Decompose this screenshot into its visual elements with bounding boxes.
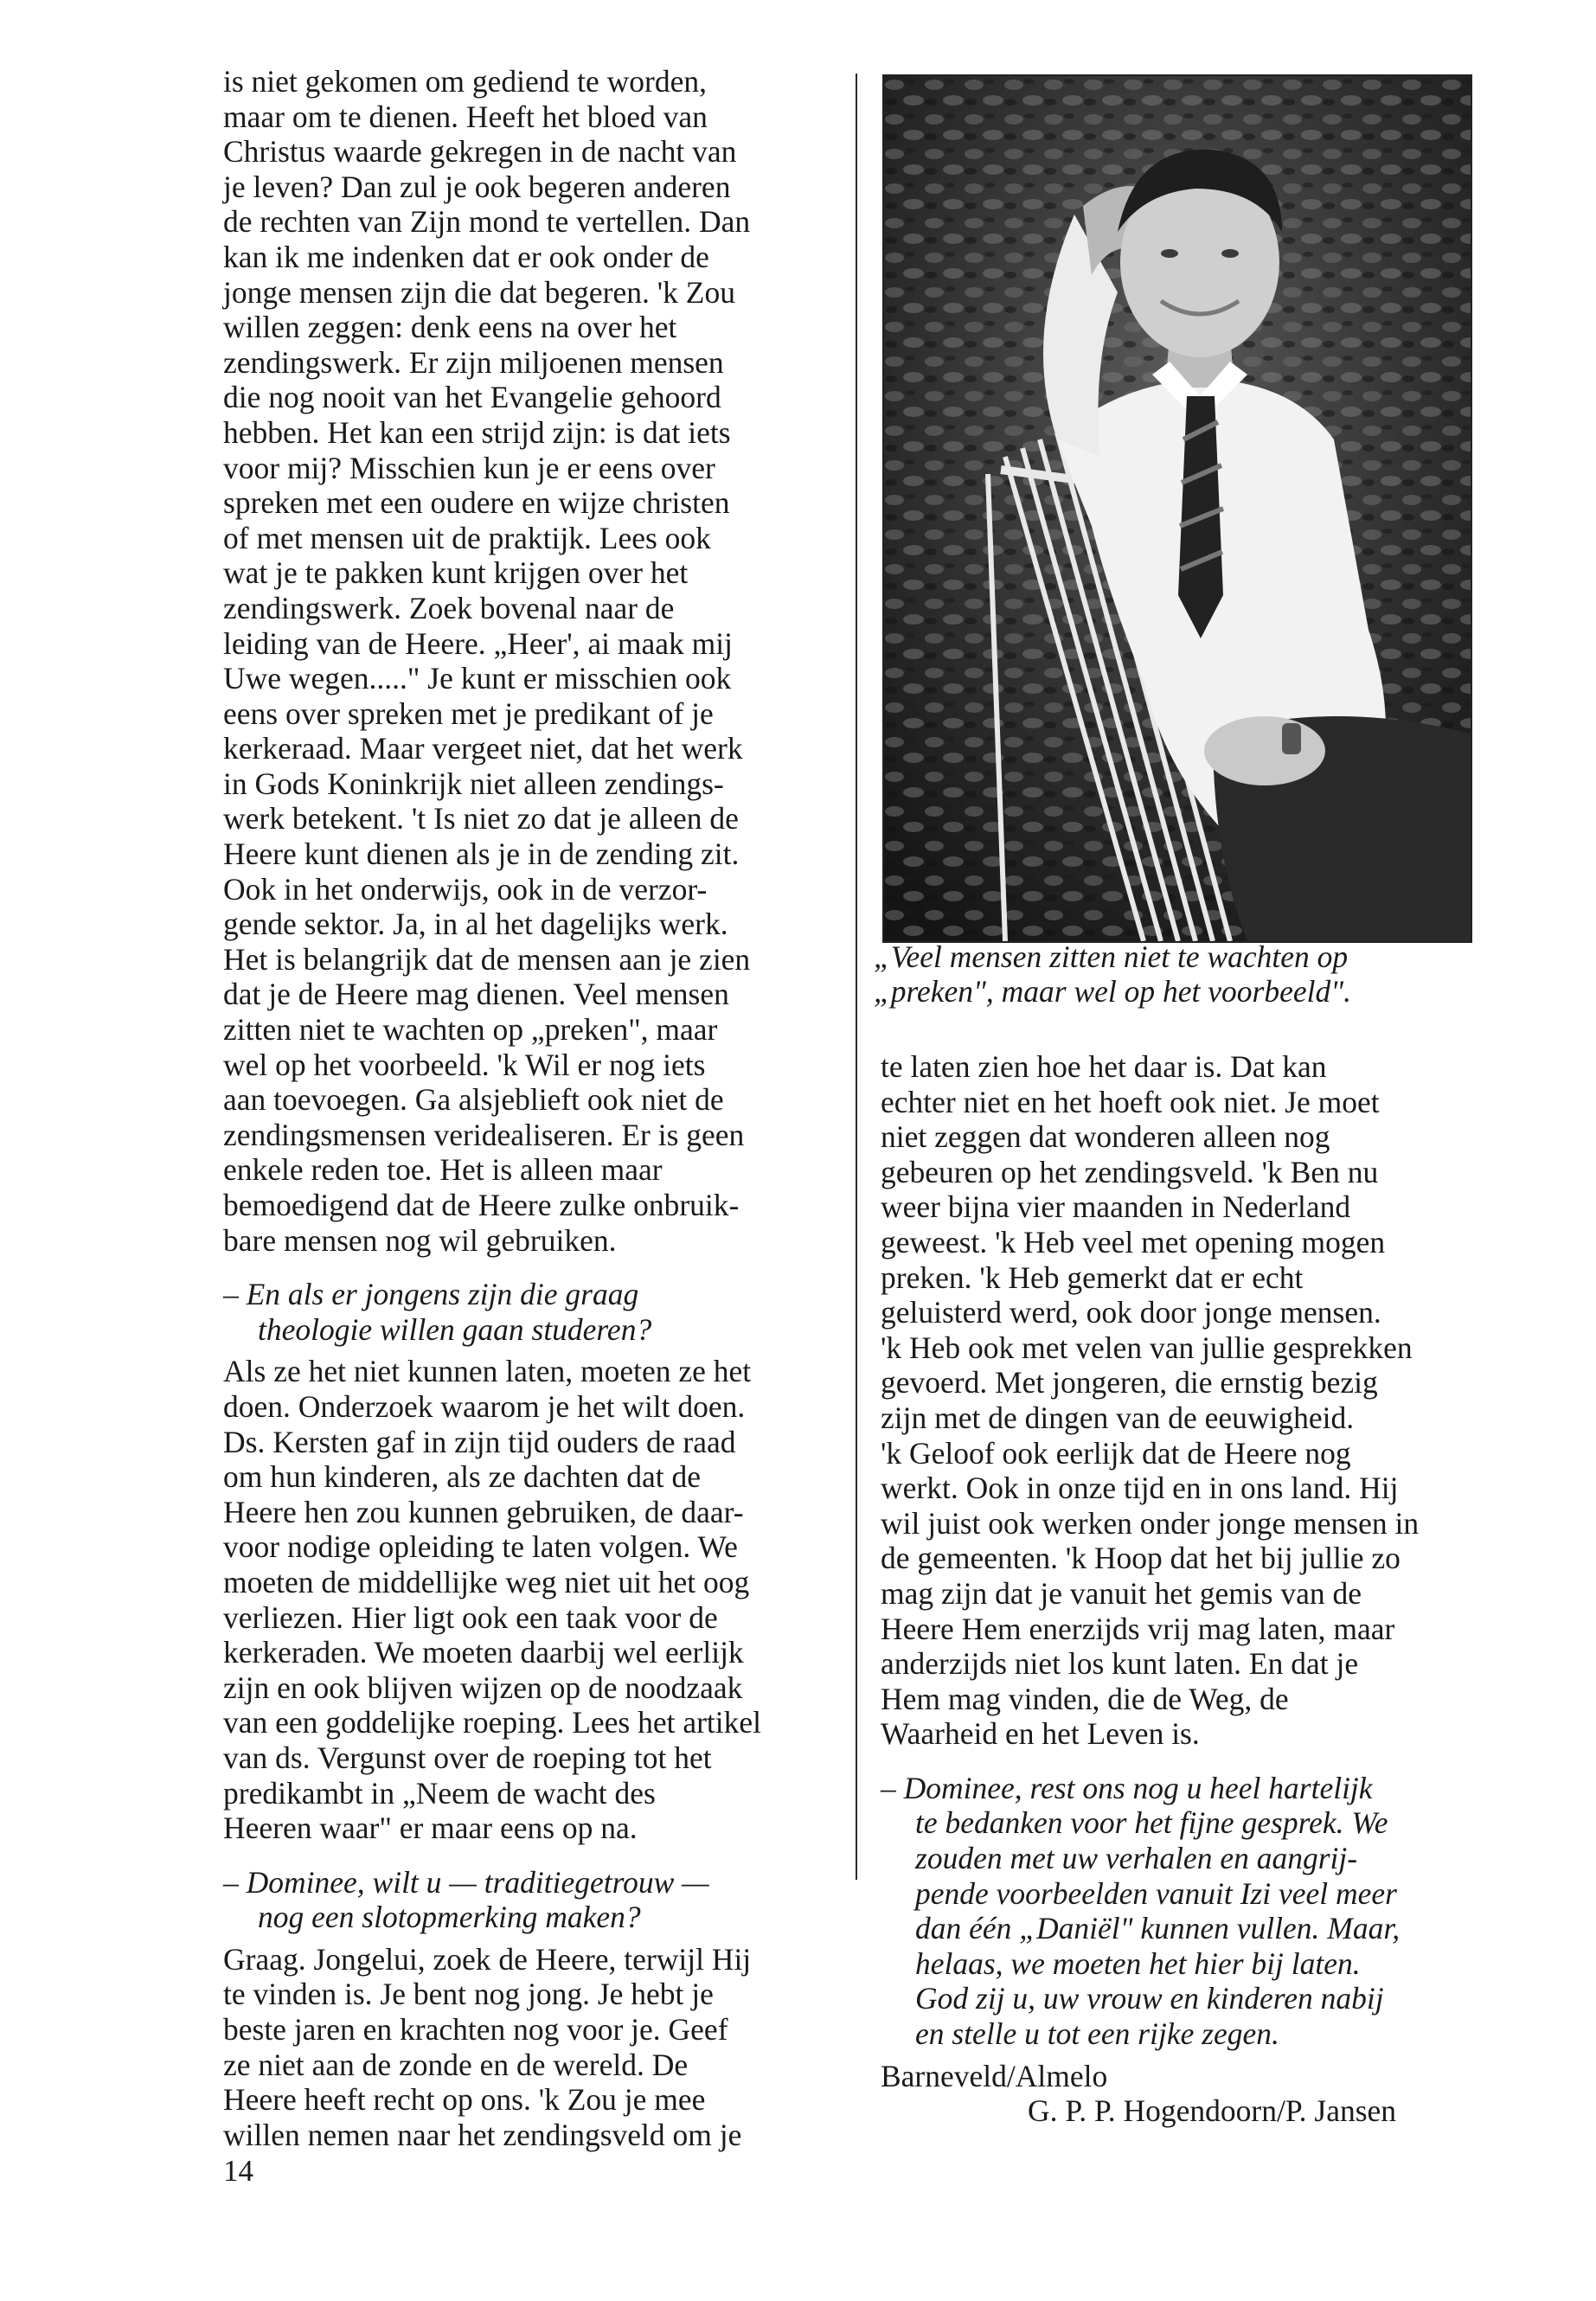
text-line: werk betekent. 't Is niet zo dat je alleen de (223, 801, 739, 836)
closing-line: helaas, we moeten het hier bij laten. (915, 1945, 1361, 1981)
text-line: zendingswerk. Zoek bovenal naar de (223, 590, 675, 625)
text-line: doen. Onderzoek waarom je het wilt doen. (223, 1388, 746, 1424)
text-line: Heeren waar" er maar eens op na. (223, 1811, 638, 1846)
text-line: maar om te dienen. Heeft het bloed van (223, 99, 708, 134)
text-line: enkele reden toe. Het is alleen maar (223, 1152, 663, 1188)
text-line: dat je de Heere mag dienen. Veel mensen (223, 977, 729, 1012)
text-line: geluisterd werd, ook door jonge mensen. (881, 1295, 1381, 1330)
text-line: wel op het voorbeeld. 'k Wil er nog iets (223, 1047, 706, 1082)
text-line: zijn met de dingen van de eeuwigheid. (881, 1400, 1355, 1435)
text-line: Ds. Kersten gaf in zijn tijd ouders de raad (223, 1424, 736, 1459)
closing-line: en stelle u tot een rijke zegen. (915, 2016, 1279, 2052)
text-line: bemoedigend dat de Heere zulke onbruik- (223, 1188, 740, 1222)
right-column (881, 1049, 1503, 2129)
text-line: Hem mag vinden, die de Weg, de (881, 1681, 1289, 1716)
closing-line: zouden met uw verhalen en aangrij- (915, 1841, 1358, 1876)
question-line: theologie willen gaan studeren? (258, 1311, 652, 1347)
text-line: bare mensen nog wil gebruiken. (223, 1222, 617, 1258)
text-line: gevoerd. Met jongeren, die ernstig bezig (881, 1365, 1378, 1400)
text-line: jonge mensen zijn die dat begeren. 'k Zou (223, 274, 735, 310)
text-line: zendingswerk. Er zijn miljoenen mensen (223, 344, 724, 380)
column-divider (856, 74, 857, 1880)
text-line: willen nemen naar het zendingsveld om je (223, 2117, 742, 2152)
text-line: ze niet aan de zonde en de wereld. De (223, 2047, 689, 2082)
text-line: leiding van de Heere. „Heer', ai maak mij (223, 625, 733, 661)
text-line: Waarheid en het Leven is. (881, 1716, 1200, 1752)
text-line: beste jaren en krachten nog voor je. Geef (223, 2012, 728, 2048)
text-line: eens over spreken met je predikant of je (223, 695, 714, 731)
closing-line: te bedanken voor het fijne gesprek. We (915, 1805, 1388, 1841)
text-line: de rechten van Zijn mond te vertellen. Dan (223, 204, 751, 240)
signature (881, 2059, 1503, 2129)
left-column (223, 64, 848, 2152)
text-line: predikambt in „Neem de wacht des (223, 1775, 656, 1811)
text-line: Het is belangrijk dat de mensen aan je zien (223, 941, 751, 977)
text-line: aan toevoegen. Ga alsjeblieft ook niet de (223, 1082, 724, 1118)
right-paragraph-1 (881, 1049, 1503, 1752)
portrait-photo (882, 74, 1472, 943)
text-line: voor nodige opleiding te laten volgen. We (223, 1529, 738, 1565)
text-line: weer bijna vier maanden in Nederland (881, 1189, 1351, 1225)
text-line: geweest. 'k Heb veel met opening mogen (881, 1224, 1386, 1259)
text-line: willen zeggen: denk eens na over het (223, 310, 677, 345)
text-line: preken. 'k Heb gemerkt dat er echt (881, 1259, 1304, 1295)
text-line: je leven? Dan zul je ook begeren anderen (223, 169, 731, 204)
text-line: Uwe wegen....." Je kunt er misschien ook (223, 661, 732, 696)
text-line: om hun kinderen, als ze dachten dat de (223, 1459, 702, 1495)
interview-question-2 (223, 1865, 848, 1935)
question-line: nog een slotopmerking maken? (258, 1900, 641, 1935)
text-line: anderzijds niet los kunt laten. En dat je (881, 1646, 1359, 1682)
text-line: van een goddelijke roeping. Lees het artikel (223, 1705, 761, 1740)
text-line: 'k Geloof ook eerlijk dat de Heere nog (881, 1435, 1351, 1471)
text-line: de gemeenten. 'k Hoop dat het bij jullie zo (881, 1541, 1401, 1576)
text-line: Heere kunt dienen als je in de zending zit. (223, 836, 740, 872)
text-line: te laten zien hoe het daar is. Dat kan (881, 1049, 1327, 1084)
closing-thanks (881, 1771, 1503, 2052)
text-line: Ook in het onderwijs, ook in de verzor- (223, 871, 708, 907)
signature-names: G. P. P. Hogendoorn/P. Jansen (1028, 2093, 1397, 2129)
question-line: – Dominee, wilt u — traditiegetrouw — (223, 1864, 709, 1900)
text-line: is niet gekomen om gediend te worden, (223, 64, 707, 99)
text-line: kerkeraden. We moeten daarbij wel eerlijk (223, 1635, 744, 1670)
text-line: Christus waarde gekregen in de nacht van (223, 134, 737, 170)
text-line: Als ze het niet kunnen laten, moeten ze het (223, 1354, 752, 1389)
left-paragraph-2 (223, 1354, 848, 1845)
interview-question-1 (223, 1277, 848, 1347)
text-line: kan ik me indenken dat er ook onder de (223, 239, 709, 274)
text-line: niet zeggen dat wonderen alleen nog (881, 1119, 1330, 1155)
text-line: werkt. Ook in onze tijd en in ons land. Hij (881, 1471, 1399, 1506)
photo-caption (874, 939, 1497, 1009)
text-line: moeten de middellijke weg niet uit het oog (223, 1564, 750, 1599)
text-line: verliezen. Hier ligt ook een taak voor de (223, 1599, 718, 1635)
caption-line: „preken", maar wel op het voorbeeld". (874, 974, 1352, 1009)
text-line: zitten niet te wachten op „preken", maar (223, 1012, 718, 1048)
closing-line: – Dominee, rest ons nog u heel hartelijk (881, 1770, 1373, 1805)
page-number: 14 (223, 2154, 253, 2188)
text-line: voor mij? Misschien kun je er eens over (223, 450, 715, 485)
text-line: in Gods Koninkrijk niet alleen zendings- (223, 766, 724, 801)
text-line: wil juist ook werken onder jonge mensen in (881, 1505, 1420, 1541)
text-line: Heere Hem enerzijds vrij mag laten, maar (881, 1611, 1395, 1646)
text-line: 'k Heb ook met velen van jullie gesprekken (881, 1330, 1413, 1365)
closing-line: dan één „Daniël" kunnen vullen. Maar, (915, 1911, 1401, 1946)
text-line: zendingsmensen veridealiseren. Er is geen (223, 1117, 745, 1152)
text-line: of met mensen uit de praktijk. Lees ook (223, 520, 711, 555)
text-line: hebben. Het kan een strijd zijn: is dat iets (223, 414, 731, 450)
text-line: te vinden is. Je bent nog jong. Je hebt je (223, 1977, 714, 2012)
text-line: gebeuren op het zendingsveld. 'k Ben nu (881, 1154, 1379, 1189)
text-line: zijn en ook blijven wijzen op de noodzaak (223, 1670, 743, 1705)
signature-place: Barneveld/Almelo (881, 2058, 1108, 2093)
text-line: die nog nooit van het Evangelie gehoord (223, 380, 721, 415)
text-line: Graag. Jongelui, zoek de Heere, terwijl Hij (223, 1941, 752, 1977)
text-line: spreken met een oudere en wijze christen (223, 485, 730, 521)
text-line: Heere hen zou kunnen gebruiken, de daar- (223, 1494, 744, 1529)
text-line: van ds. Vergunst over de roeping tot het (223, 1740, 712, 1775)
left-paragraph-1 (223, 64, 848, 1258)
text-line: gende sektor. Ja, in al het dagelijks werk. (223, 907, 728, 942)
text-line: Heere heeft recht op ons. 'k Zou je mee (223, 2082, 706, 2118)
text-line: kerkeraad. Maar vergeet niet, dat het werk (223, 731, 743, 766)
closing-line: God zij u, uw vrouw en kinderen nabij (915, 1981, 1384, 2016)
text-line: echter niet en het hoeft ook niet. Je moet (881, 1084, 1380, 1119)
text-line: wat je te pakken kunt krijgen over het (223, 555, 689, 591)
caption-line: „Veel mensen zitten niet te wachten op (874, 939, 1349, 974)
left-paragraph-3 (223, 1942, 848, 2153)
closing-line: pende voorbeelden vanuit Izi veel meer (915, 1875, 1397, 1911)
question-line: – En als er jongens zijn die graag (223, 1277, 639, 1312)
portrait-image (884, 76, 1471, 941)
text-line: mag zijn dat je vanuit het gemis van de (881, 1575, 1362, 1611)
